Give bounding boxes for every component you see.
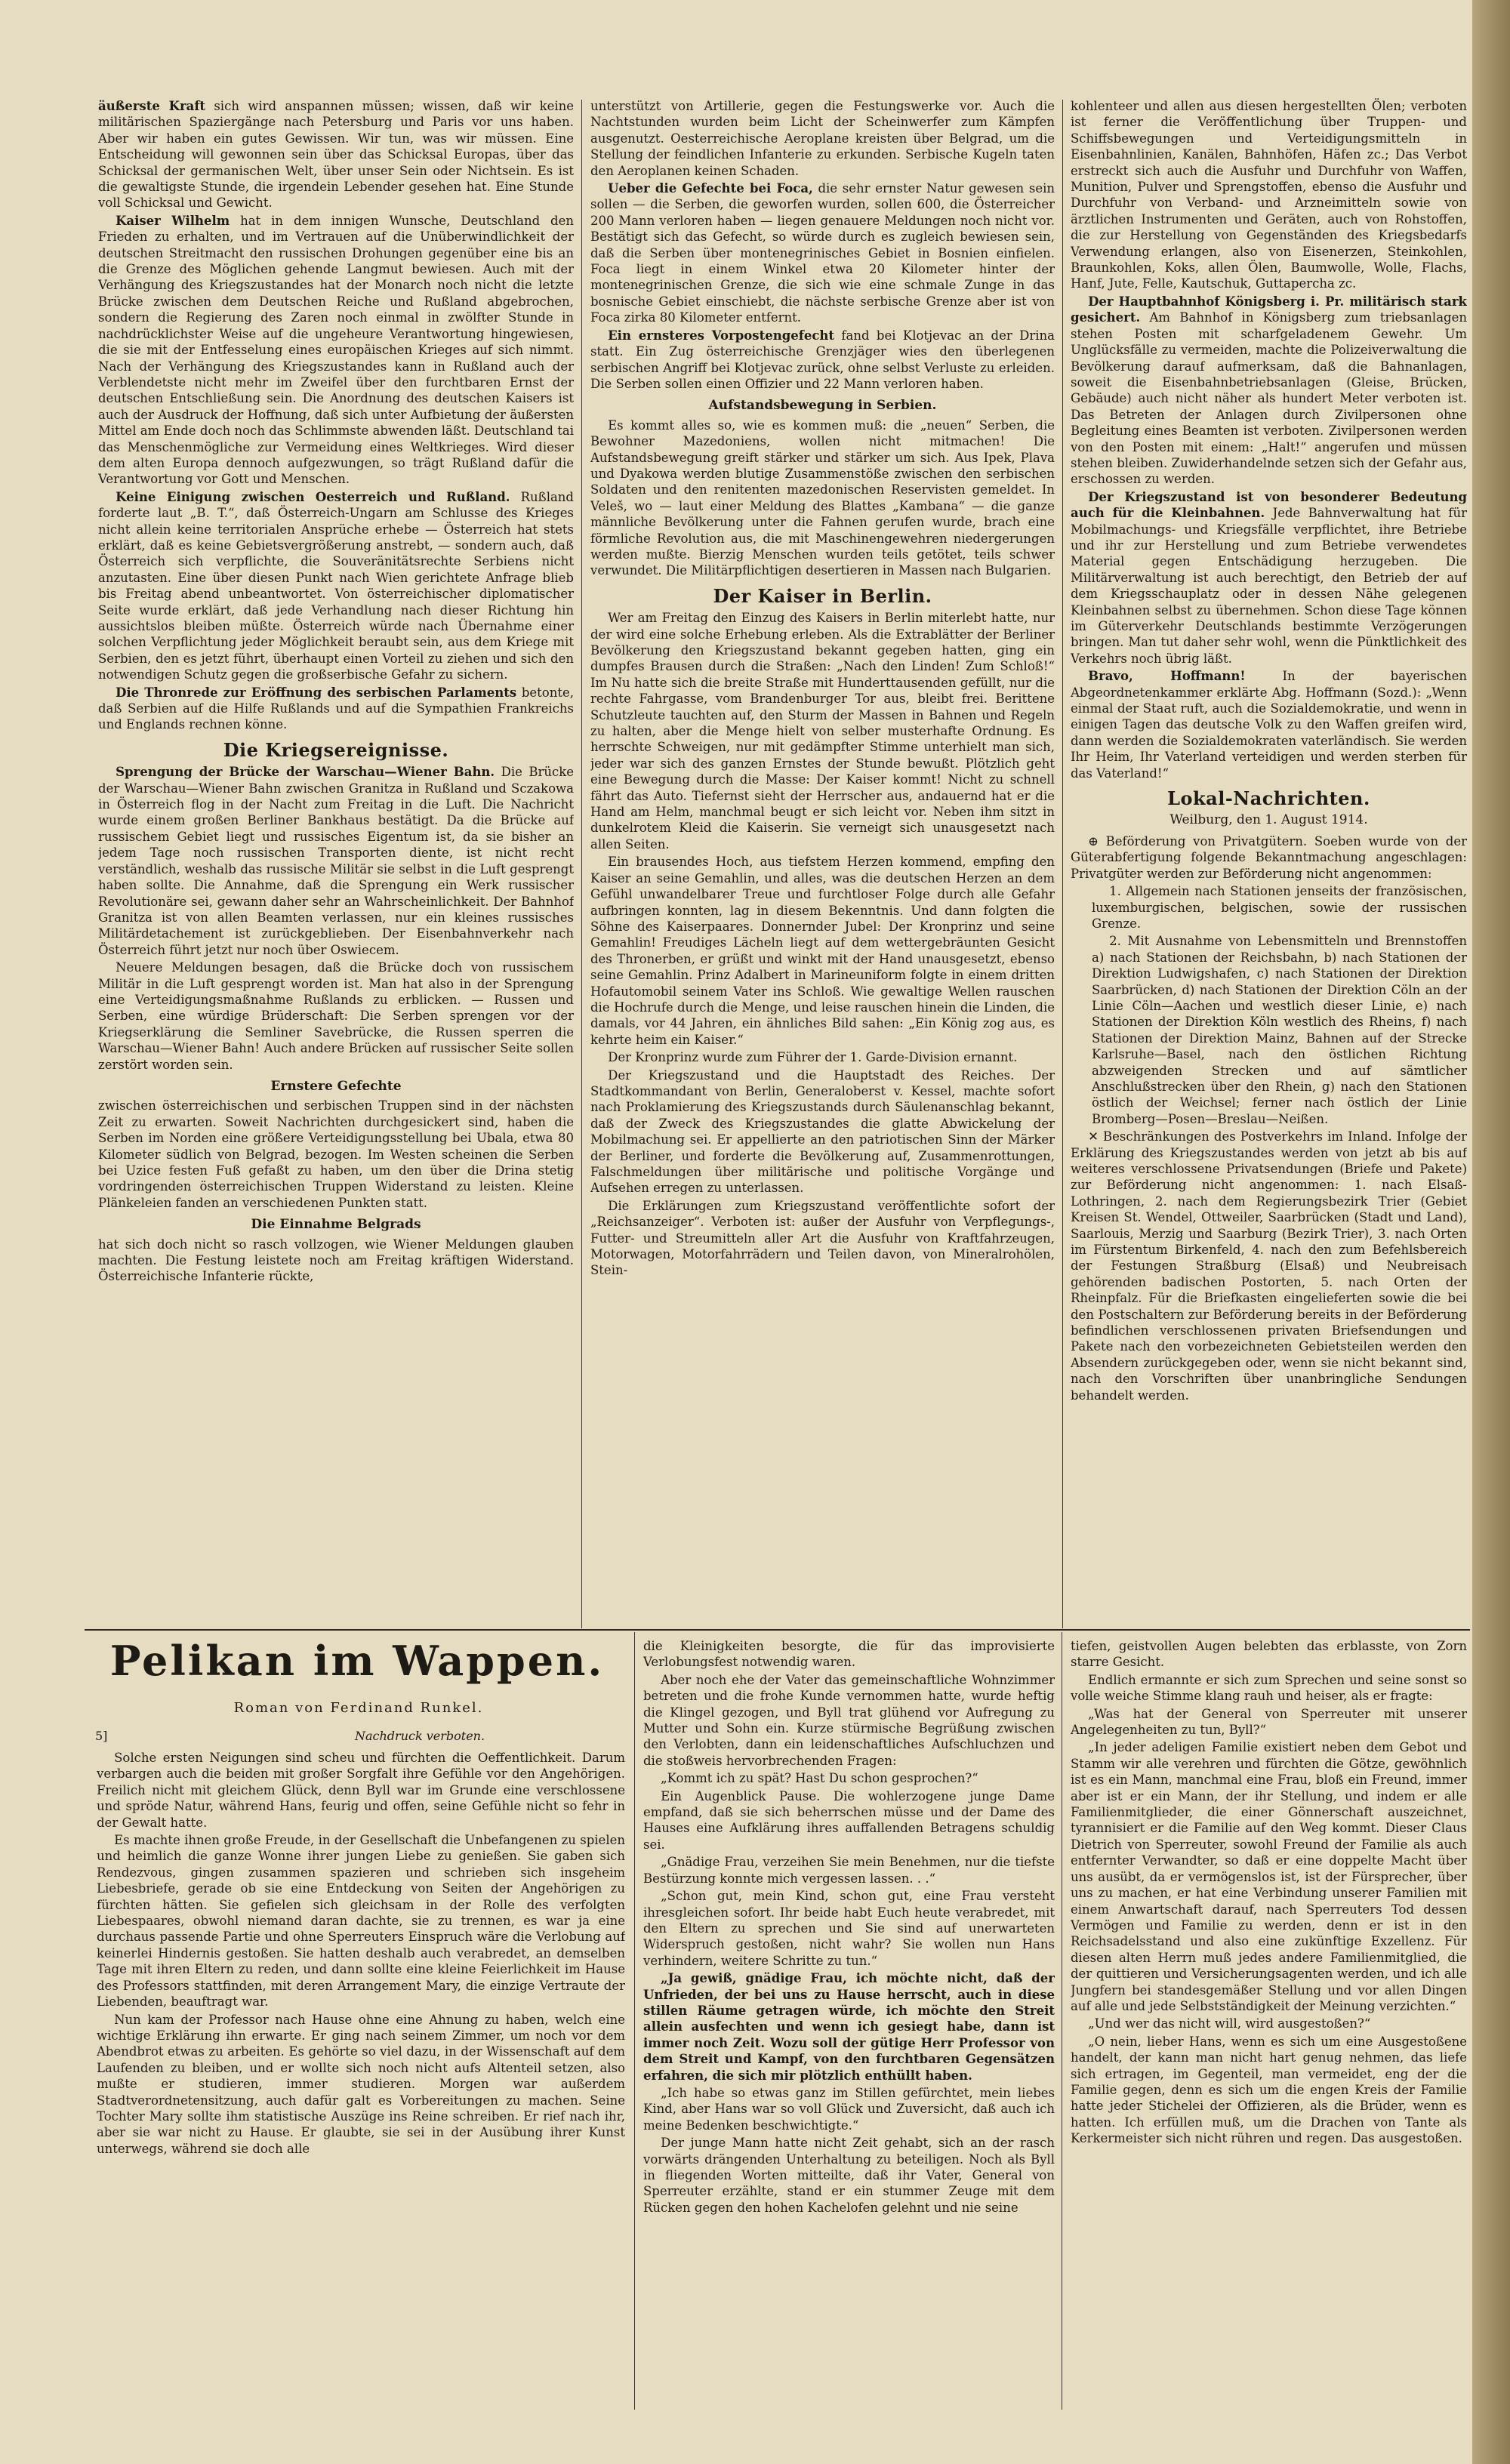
- article-paragraph: hat sich doch nicht so rasch vollzogen, wie Wiener Meldungen glauben machten. Die Festung leistete noch am Freitag kräftigen Widerstand. Österreichische Infanterie rückte,: [98, 1237, 574, 1284]
- feuilleton-column-2: [643, 1638, 1055, 2414]
- page-edge: [1472, 0, 1510, 2464]
- list-item: 2. Mit Ausnahme von Lebensmitteln und Brennstoffen a) nach Stationen der Reichsbahn, b) nach Stationen der Direktion Ludwigshafen, c) nach Stationen der Direktion Saarbrücken, d) nach Stationen der Direktion Cöln an der Linie Cöln—Aachen und westlich dieser Linie, e) nach Stationen der Direktion Köln westlich des Rheins, f) nach Stationen der Direktion Mainz, Bahnen auf der Strecke Karlsruhe—Basel, nach den östlichen Richtung abzweigenden Strecken und auf sämtlicher Anschlußstrecken über den Rhein, g) nach den Stationen östlich der Weichsel; ferner nach östlich der Linie Bromberg—Posen—Breslau—Neißen.: [1092, 934, 1467, 1126]
- story-paragraph: Solche ersten Neigungen sind scheu und fürchten die Oeffentlichkeit. Darum verbargen auch die beiden mit großer Sorgfalt ihre Gefühle vor den Angehörigen. Freilich nicht mit gleichem Glück, denn Byll war im Grunde eine verschlossene und spröde Natur, während Hans, feurig und offen, seine Gefühle nicht so fehr in der Gewalt hatte.: [97, 1751, 625, 1830]
- column-rule: [1062, 100, 1063, 1628]
- section-heading: Die Kriegsereignisse.: [223, 738, 449, 761]
- article-paragraph: Keine Einigung zwischen Oesterreich und Rußland. Rußland forderte laut „B. T.“, daß Österreich-Ungarn am Schlusse des Krieges nicht allein keine territorialen Ansprüche erhebe — Österreich hat stets erklärt, daß es keine Gebietsvergrößerung anstrebt, — sondern auch, daß Österreich sich verpflichte, die Souveränitätsrechte Serbiens nicht anzutasten. Eine über diesen Punkt nach Wien gerichtete Anfrage blieb bis Freitag abend unbeantwortet. Von österreichischer diplomatischer Seite wurde erklärt, daß jede Verhandlung nach dieser Richtung hin aussichtslos bleiben müßte. Österreich würde nach Übernahme einer solchen Verpflichtung jeder Möglichkeit beraubt sein, aus dem Kriege mit Serbien, den es jetzt führt, überhaupt einen Vorteil zu ziehen und sich den notwendigen Schutz gegen die großserbische Gefahr zu sichern.: [98, 489, 574, 682]
- article-paragraph: Der Hauptbahnhof Königsberg i. Pr. militärisch stark gesichert. Am Bahnhof in Königsberg zum triebsanlagen stehen Posten mit scharfgeladenem Gewehr. Um Unglücksfälle zu vermeiden, machte die Polizeiverwaltung die Bevölkerung darauf aufmerksam, daß die Bahnanlagen, soweit die Eisenbahnbetriebsanlagen (Gleise, Brücken, Gebäude) auch nicht näher als hundert Meter verboten ist. Das Betreten der Anlagen durch Zivilpersonen ohne Begleitung eines Beamten ist verboten. Zivilpersonen werden von den Posten mit einem: „Halt!“ angerufen und müssen stehen bleiben. Zuwiderhandelnde setzen sich der Gefahr aus, erschossen zu werden.: [1071, 294, 1467, 487]
- installment-number: 5]: [95, 1729, 108, 1743]
- left-column: [98, 98, 574, 1627]
- article-paragraph: Ueber die Gefechte bei Foca, die sehr ernster Natur gewesen sein sollen — die Serben, die geworfen wurden, sollen 600, die Österreicher 200 Mann verloren haben — liegen genauere Meldungen noch nicht vor. Bestätigt sich das Gefecht, so würde durch es zugleich bewiesen sein, daß die Serben über montenegrinisches Gebiet in Bosnien einfielen. Foca liegt in einem Winkel etwa 20 Kilometer hinter der montenegrinischen Grenze, die sich wie eine schmale Zunge in das bosnische Gebiet einschiebt, die nächste serbische Grenze aber ist von Foca zirka 80 Kilometer entfernt.: [590, 181, 1055, 325]
- feuilleton-title: Pelikan im Wappen.: [109, 1637, 605, 1685]
- subheading: Ernstere Gefechte: [270, 1078, 402, 1094]
- article-paragraph: Wer am Freitag den Einzug des Kaisers in Berlin miterlebt hatte, nur der wird eine solche Erhebung erleben. Als die Extrablätter der Berliner Bevölkerung den Kriegszustand bekannt gegeben hatten, ging ein dumpfes Brausen durch die Straßen: „Nach den Linden! Zum Schloß!“ Im Nu hatte sich die breite Straße mit Hunderttausenden gefüllt, nur die rechte Fahrgasse, vom Brandenburger Tor aus, bleibt frei. Berittene Schutzleute tauchten auf, den Sturm der Massen in Bahnen und Regeln zu halten, aber die Menge hielt von selber musterhafte Ordnung. Es herrschte Schweigen, nur mit gedämpfter Stimme unterhielt man sich, jeder war sich des ganzen Ernstes der Stunde bewußt. Plötzlich geht eine Bewegung durch die Masse: Der Kaiser kommt! Nicht zu schnell fährt das Auto. Tiefernst sieht der Herrscher aus, andauernd hat er die Hand am Helm, manchmal beugt er sich leicht vor. Neben ihm sitzt in dunkelrotem Kleid die Kaiserin. Sie verneigt sich unausgesetzt nach allen Seiten.: [590, 611, 1055, 852]
- article-paragraph: Der Kronprinz wurde zum Führer der 1. Garde-Division ernannt.: [608, 1050, 1018, 1065]
- story-paragraph: „Und wer das nicht will, wird ausgestoßen?“: [1088, 2016, 1371, 2031]
- section-heading: Der Kaiser in Berlin.: [713, 584, 932, 607]
- story-paragraph: „Ich habe so etwas ganz im Stillen gefürchtet, mein liebes Kind, aber Hans war so voll Glück und Zuversicht, daß auch ich meine Bedenken beschwichtigte.“: [643, 2085, 1055, 2133]
- article-paragraph: Es kommt alles so, wie es kommen muß: die „neuen“ Serben, die Bewohner Mazedoniens, wollen nicht mitmachen! Die Aufstandsbewegung greift stärker und stärker um sich. Aus Ipek, Plava und Dyakowa werden blutige Zusammenstöße zwischen den serbischen Soldaten und den renitenten mazedonischen Reservisten gemeldet. In Veleš, wo — laut einer Meldung des Blattes „Kambana“ — die ganze männliche Bevölkerung unter die Fahnen gerufen wurde, brach eine förmliche Revolution aus, die mit Maschinengewehren niedergerungen werden mußte. Bierzig Menschen wurden teils getötet, teils schwer verwundet. Die Militärpflichtigen desertieren in Massen nach Bulgarien.: [590, 417, 1055, 578]
- feuilleton-byline: Roman von Ferdinand Runkel.: [233, 1700, 484, 1716]
- article-paragraph: Ein brausendes Hoch, aus tiefstem Herzen kommend, empfing den Kaiser an seine Gemahlin, und alles, was die deutschen Herzen an dem Gefühl unwandelbarer Treue und furchtloser Folge durch alle Gefahr aufbringen konnten, lag in diesem Bekenntnis. Und dann folgten die Söhne des Kaiserpaares. Donnernder Jubel: Der Kronprinz und seine Gemahlin! Freudiges Lächeln liegt auf dem wettergebräunten Gesicht des Thronerben, er grüßt und winkt mit der Hand unausgesetzt, ebenso seine Gemahlin. Prinz Adalbert in Marineuniform folgte in einem dritten Hofautomobil seinem Vater ins Schloß. Wie gewaltige Wellen rauschen die Hochrufe durch die Menge, und leise rauschen hinein die Linden, die damals, vor 44 Jahren, ein ähnliches Bild sahen: „Ein König zog aus, es kehrte heim ein Kaiser.“: [590, 855, 1055, 1047]
- column-rule: [581, 100, 582, 1628]
- article-paragraph: ⊕ Beförderung von Privatgütern. Soeben wurde von der Güterabfertigung folgende Bekanntmachung angeschlagen: Privatgüter werden zur Beförderung nicht angenommen:: [1071, 833, 1467, 881]
- article-paragraph: Der Kriegszustand ist von besonderer Bedeutung auch für die Kleinbahnen. Jede Bahnverwaltung hat für Mobilmachungs- und Kriegsfälle verpflichtet, ihre Betriebe und ihr zur Herstellung und zum Betriebe verwendetes Material gegen Entschädigung herzugeben. Die Militärverwaltung ist auch berechtigt, den Betrieb der auf dem Kriegsschauplatz oder in dessen Nähe gelegenen Kleinbahnen selbst zu übernehmen. Schon diese Tage können im Güterverkehr Deutschlands bestimmte Verzögerungen bringen. Man tut daher sehr wohl, wenn die Pünktlichkeit des Verkehrs noch übrig läßt.: [1071, 489, 1467, 666]
- column-rule: [634, 1632, 635, 2410]
- article-paragraph: Neuere Meldungen besagen, daß die Brücke doch von russischem Militär in die Luft gesprengt worden ist. Man hat also in der Sprengung eine Verteidigungsmaßnahme Rußlands zu erblicken. — Russen und Serben, eine würdige Brüderschaft: Die Serben sprengen vor der Kriegserklärung die Semliner Savebrücke, die Russen sperren die Warschau—Wiener Bahn! Auch andere Brücken auf russischer Seite sollen zerstört worden sein.: [98, 960, 574, 1072]
- story-paragraph: „Kommt ich zu spät? Hast Du schon gesprochen?“: [661, 1771, 978, 1786]
- feuilleton-column-1: [97, 1750, 625, 2414]
- feuilleton-rule: [85, 1629, 1470, 1631]
- story-paragraph: „Gnädige Frau, verzeihen Sie mein Benehmen, nur die tiefste Bestürzung konnte mich vergessen lassen. . .“: [643, 1855, 1055, 1886]
- subheading: Die Einnahme Belgrads: [251, 1217, 421, 1233]
- section-heading: Lokal-Nachrichten.: [1167, 787, 1370, 810]
- article-paragraph: Sprengung der Brücke der Warschau—Wiener Bahn. Die Brücke der Warschau—Wiener Bahn zwischen Granitza in Rußland und Sczakowa in Österreich flog in der Nacht zum Freitag in die Luft. Die Nachricht wurde einem großen Berliner Bankhaus bestätigt. Da die Brücke auf russischem Gebiet liegt und russisches Eigentum ist, da sie bisher an jedem Tage noch russischen Transporten diente, ist nicht recht verständlich, weshalb das russische Militär sie selbst in die Luft gesprengt haben sollte. Die Annahme, daß die Sprengung ein Werk russischer Revolutionäre sei, gewann daher sehr an Wahrscheinlichkeit. Der Bahnhof Granitza ist von allen Beamten verlassen, nur ein kleines russisches Militärdetachement ist zurückgeblieben. Der Eisenbahnverkehr nach Österreich führt jetzt nur noch über Oswiecem.: [98, 765, 574, 957]
- article-paragraph: Die Thronrede zur Eröffnung des serbischen Parlaments betonte, daß Serbien auf die Hilfe Rußlands und auf die Sympathien Frankreichs und Englands rechnen könne.: [98, 685, 574, 732]
- story-paragraph: Es machte ihnen große Freude, in der Gesellschaft die Unbefangenen zu spielen und heimlich die ganze Wonne ihrer jungen Liebe zu genießen. Sie gaben sich Rendezvous, gingen zusammen spazieren und schrieben sich insgeheim Liebesbriefe, gerade ob sie eine Entdeckung von Seiten der Angehörigen zu fürchten hätten. Sie gefielen sich gleichsam in der Rolle des verfolgten Liebespaares, obwohl niemand daran dachte, sie zu trennen, es war ja eine durchaus passende Partie und ohne Sperreuters Einspruch wäre die Verlobung auf keinerlei Hindernis gestoßen. Sie hatten deshalb auch verabredet, an demselben Tage mit ihren Eltern zu reden, und dann sollte eine kleine Feierlichkeit im Hause des Professors stattfinden, mit deren Arrangement Mary, die einzige Vertraute der Liebenden, beauftragt war.: [97, 1833, 625, 2010]
- story-paragraph: Nun kam der Professor nach Hause ohne eine Ahnung zu haben, welch eine wichtige Erklärung ihn erwarte. Er ging nach seinem Zimmer, um noch vor dem Abendbrot etwas zu arbeiten. Es gehörte so viel dazu, in der Wissenschaft auf dem Laufenden zu bleiben, und er wollte sich noch nicht aufs Altenteil setzen, also mußte er studieren, immer studieren. Morgen war außerdem Stadtverordnetensitzung, auch dafür galt es Vorbereitungen zu machen. Seine Tochter Mary sollte ihm statistische Auszüge ins Reine schreiben. Er rief nach ihr, aber sie war nicht zu Hause. Er glaubte, sie sei in der Ausübung ihrer Kunst unterwegs, während sie doch alle: [97, 2012, 625, 2156]
- article-paragraph: Die Erklärungen zum Kriegszustand veröffentlichte sofort der „Reichsanzeiger“. Verboten ist: außer der Ausfuhr von Verpflegungs-, Futter- und Streumitteln aller Art die Ausfuhr von Kraftfahrzeugen, Motorwagen, Motorfahrrädern und Teilen davon, von Mineralrohölen, Stein-: [590, 1198, 1055, 1278]
- article-paragraph: Bravo, Hoffmann! In der bayerischen Abgeordnetenkammer erklärte Abg. Hoffmann (Sozd.): „Wenn einmal der Staat ruft, auch die Sozialdemokratie, und wenn in einigen Tagen das deutsche Volk zu den Waffen greifen wird, dann werden die Sozialdemokraten vaterländisch. Sie werden Ihr Heim, Ihr Vaterland verteidigen und werden sterben für das Vaterland!“: [1071, 669, 1467, 781]
- story-paragraph: Endlich ermannte er sich zum Sprechen und seine sonst so volle weiche Stimme klang rauh und heiser, als er fragte:: [1071, 1672, 1467, 1704]
- middle-column: [590, 98, 1055, 1627]
- story-paragraph: „Ja gewiß, gnädige Frau, ich möchte nicht, daß der Unfrieden, der bei uns zu Hause herrscht, auch in diese stillen Räume getragen würde, ich möchte den Streit allein ausfechten und wenn ich gesiegt habe, dann ist immer noch Zeit. Wozu soll der gütige Herr Professor von dem Streit und Kampf, von den furchtbaren Gegensätzen erfahren, die sich mir plötzlich enthüllt haben.: [643, 1971, 1055, 2083]
- feuilleton-column-3: [1071, 1638, 1467, 2414]
- story-paragraph: tiefen, geistvollen Augen belebten das erblasste, von Zorn starre Gesicht.: [1071, 1639, 1467, 1670]
- story-paragraph: „In jeder adeligen Familie existiert neben dem Gebot und Stamm wir alle verehren und fürchten die Götze, gewöhnlich ist es ein Mann, manchmal eine Frau, bloß ein Freund, immer aber ist er ein Mann, der ihr Stellung, und indem er alle Familienmitglieder, die einer Gönnerschaft auszeichnet, tyrannisiert er die Familie auf den Weg kommt. Dieser Claus Dietrich von Sperreuter, sowohl Freund der Familie als auch entfernter Verwandter, so daß er eine doppelte Macht über uns ausübt, da er vermögenslos ist, ist der Fürsprecher, über uns zu machen, er hat eine Verbindung unserer Familien mit einem Anwartschaft darauf, nach Sperreuters Tod dessen Vermögen und Familie zu werden, denn er ist in den Reichsadelsstand und also eine zukünftige Exzellenz. Für diesen alten Herrn muß jedes andere Familienmitglied, die der quittieren und Versicherungsagenten werden, und ich alle Jungfern bei standesgemäßer Stellung und vor allen Dingen auf alle und jede Selbstständigkeit der Meinung verzichten.“: [1071, 1740, 1467, 2013]
- dateline: Weilburg, den 1. August 1914.: [1169, 812, 1368, 828]
- subheading: Aufstandsbewegung in Serbien.: [708, 398, 937, 414]
- story-paragraph: die Kleinigkeiten besorgte, die für das improvisierte Verlobungsfest notwendig waren.: [643, 1639, 1055, 1670]
- story-paragraph: „Was hat der General von Sperreuter mit unserer Angelegenheiten zu tun, Byll?“: [1071, 1706, 1467, 1738]
- story-paragraph: Der junge Mann hatte nicht Zeit gehabt, sich an der rasch vorwärts drängenden Unterhaltung zu beteiligen. Noch als Byll in fliegenden Worten mitteilte, daß ihr Vater, General von Sperreuter erzählte, stand er ein stummer Zeuge mit dem Rücken gegen den hohen Kachelofen gelehnt und nie seine: [643, 2136, 1055, 2215]
- story-paragraph: Aber noch ehe der Vater das gemeinschaftliche Wohnzimmer betreten und die frohe Kunde vernommen hatte, wurde heftig die Klingel gezogen, und Byll trat glühend vor Aufregung zu Mutter und Sohn ein. Kurze stürmische Begrüßung zwischen den Verlobten, dann ein leidenschaftliches Aufschluchzen und die stoßweis hervorbrechenden Fragen:: [643, 1672, 1055, 1768]
- article-paragraph: Der Kriegszustand und die Hauptstadt des Reiches. Der Stadtkommandant von Berlin, Generaloberst v. Kessel, machte sofort nach Proklamierung des Kriegszustands durch Säulenanschlag bekannt, daß der Zweck des Kriegszustandes die glatte Abwickelung der Mobilmachung sei. Er appellierte an den patriotischen Sinn der Märker der Berliner, und forderte die Bevölkerung auf, Zusammenrottungen, Falschmeldungen über militärische und politische Vorgänge und Aufsehen erregen zu unterlassen.: [590, 1067, 1055, 1196]
- article-paragraph: kohlenteer und allen aus diesen hergestellten Ölen; verboten ist ferner die Veröffentlichung über Truppen- und Schiffsbewegungen und Verteidigungsmitteln in Eisenbahnlinien, Kanälen, Bahnhöfen, Häfen zc.; Das Verbot erstreckt sich auch die Ausfuhr und Durchfuhr von Waffen, Munition, Pulver und Sprengstoffen, ebenso die Ausfuhr und Durchfuhr von Verband- und Arzneimitteln sowie von ärztlichen Instrumenten und Geräten, auch von Rohstoffen, die zur Herstellung von Gegenständen des Kriegsbedarfs Verwendung erlangen, also von Eisenerzen, Steinkohlen, Braunkohlen, Koks, allen Ölen, Baumwolle, Wolle, Flachs, Hanf, Jute, Felle, Kautschuk, Guttapercha zc.: [1071, 99, 1467, 291]
- article-paragraph: zwischen österreichischen und serbischen Truppen sind in der nächsten Zeit zu erwarten. Soweit Nachrichten durchgesickert sind, haben die Serben im Norden eine größere Verteidigungsstellung bei Ubala, etwa 80 Kilometer südlich von Belgrad, bezogen. Im Westen scheinen die Serben bei Uzice festen Fuß gefaßt zu haben, um den über die Drina stetig vordringenden österreichischen Truppen Widerstand zu leisten. Kleine Plänkeleien fanden an verschiedenen Punkten statt.: [98, 1098, 574, 1210]
- article-paragraph: Kaiser Wilhelm hat in dem innigen Wunsche, Deutschland den Frieden zu erhalten, und im Vertrauen auf die Unüberwindlichkeit der deutschen Streitmacht den russischen Drohungen gegenüber eine bis an die Grenze des Möglichen gehende Langmut bewiesen. Auch mit der Verhängung des Kriegszustandes hat der Monarch noch nicht die letzte Brücke zwischen dem Deutschen Reiche und Rußland abgebrochen, sondern die Regierung des Zaren noch einmal in zwölfter Stunde in nachdrücklichster Weise auf die ungeheure Verantwortung hingewiesen, die sie mit der Entfesselung eines europäischen Krieges auf sich nimmt. Nach der Verhängung des Kriegszustandes kann in Rußland auch der Verblendetste nicht mehr im Zweifel über den furchtbaren Ernst der deutschen Entschließung sein. Die Anordnung des deutschen Kaisers ist auch der Ausdruck der Hoffnung, daß sich unter Aufbietung der äußersten Mittel am Ende doch noch das Schlimmste abwenden läßt. Deutschland tai das Menschenmögliche zur Vermeidung eines Weltkrieges. Wird dieser dem alten Europa dennoch aufgezwungen, so trägt Rußland dafür die Verantwortung vor Gott und Menschen.: [98, 213, 574, 487]
- story-paragraph: „Schon gut, mein Kind, schon gut, eine Frau versteht ihresgleichen sofort. Ihr beide habt Euch heute verabredet, mit den Eltern zu sprechen und Sie sind auf unerwarteten Widerspruch gestoßen, nicht wahr? Sie wollen nun Hans verhindern, weitere Schritte zu tun.“: [643, 1889, 1055, 1968]
- reprint-notice: Nachdruck verboten.: [355, 1729, 485, 1743]
- article-paragraph: ✕ Beschränkungen des Postverkehrs im Inland. Infolge der Erklärung des Kriegszustandes werden von jetzt ab bis auf weiteres verschlossene Privatsendungen (Briefe und Pakete) zur Beförderung nicht angenommen: 1. nach Elsaß-Lothringen, 2. nach dem Regierungsbezirk Trier (Gebiet Kreisen St. Wendel, Ottweiler, Saarbrücken (Stadt und Land), Saarlouis, Merzig und Saarburg (Bezirk Trier), 3. nach Orten im Fürstentum Birkenfeld, 4. nach den zum Befehlsbereich der Festungen Straßburg (Elsaß) und Neubreisach gehörenden badischen Postorten, 5. nach Orten der Rheinpfalz. Für die Briefkasten eingelieferten sowie die bei den Postschaltern zur Beförderung bereits in der Beförderung befindlichen verschlossenen privaten Briefsendungen und Pakete nach den vorbezeichneten Gebietsteilen werden den Absendern zurückgegeben oder, wenn sie nicht bekannt sind, nach den Vorschriften über unanbringliche Sendungen behandelt werden.: [1071, 1129, 1467, 1403]
- article-paragraph: unterstützt von Artillerie, gegen die Festungswerke vor. Auch die Nachtstunden wurden beim Licht der Scheinwerfer zum Kämpfen ausgenutzt. Oesterreichische Aeroplane kreisten über Belgrad, um die Stellung der feindlichen Infanterie zu erkunden. Serbische Kugeln taten den Aeroplanen keinen Schaden.: [590, 99, 1055, 178]
- article-paragraph: äußerste Kraft sich wird anspannen müssen; wissen, daß wir keine militärischen Spaziergänge nach Petersburg und Paris vor uns haben. Aber wir haben ein gutes Gewissen. Wir tun, was wir müssen. Eine Entscheidung will gewonnen sein über das Schicksal Europas, über das Schicksal der germanischen Welt, über unser Sein oder Nichtsein. Es ist die gewaltigste Stunde, die irgendein Lebender gesehen hat. Eine Stunde voll Schicksal und Gewicht.: [98, 99, 574, 211]
- story-paragraph: Ein Augenblick Pause. Die wohlerzogene junge Dame empfand, daß sie sich beherrschen müsse und der Dame des Hauses eine Aufklärung ihres auffallenden Betragens schuldig sei.: [643, 1788, 1055, 1852]
- article-paragraph: Ein ernsteres Vorpostengefecht fand bei Klotjevac an der Drina statt. Ein Zug österreichische Grenzjäger wies den überlegenen serbischen Angriff bei Klotjevac zurück, ohne selbst Verluste zu erleiden. Die Serben sollen einen Offizier und 22 Mann verloren haben.: [590, 328, 1055, 391]
- right-column: [1071, 98, 1467, 1627]
- story-paragraph: „O nein, lieber Hans, wenn es sich um eine Ausgestoßene handelt, der kann man nicht hart genug nehmen, das liefe sich ertragen, im Gegenteil, man vermeidet, eng der die Familie gegen, denn es sich um die engen Kreis der Familie hatte jeder Stichelei der Offizieren, als die Brüder, wenn es hatten. Ich erfüllen muß, um die Drachen von Tante als Kerkermeister sich nicht rühren und regen. Das ausgestoßen.: [1071, 2034, 1467, 2146]
- list-item: 1. Allgemein nach Stationen jenseits der französischen, luxemburgischen, belgischen, sowie der russischen Grenze.: [1092, 884, 1467, 931]
